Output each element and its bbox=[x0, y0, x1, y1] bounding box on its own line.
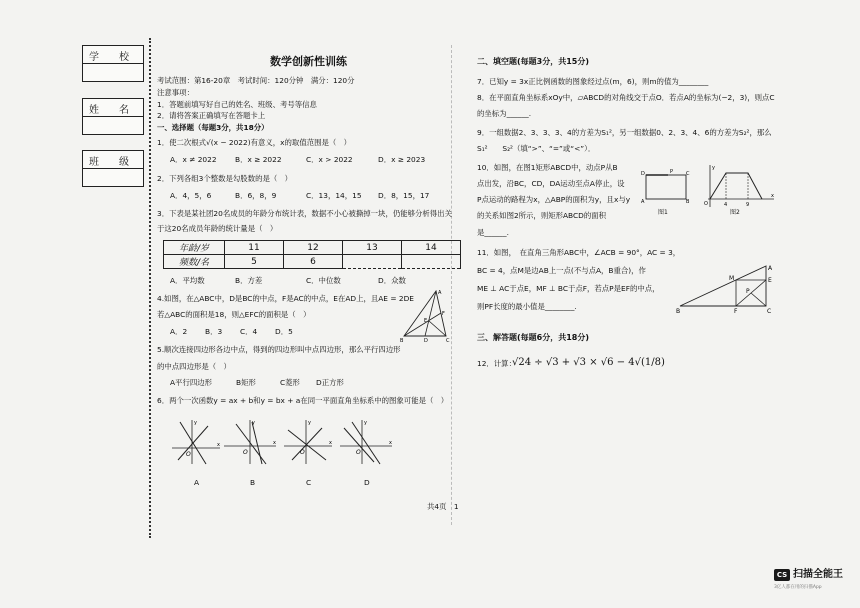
q3-stem-2: 于这20名成员年龄的统计量是（ ） bbox=[157, 224, 278, 233]
svg-text:B: B bbox=[676, 308, 681, 314]
q11: 11．如图， 在直角三角形ABC中，∠ACB = 90°，AC = 3， bbox=[477, 248, 681, 257]
q3-option-d: D．众数 bbox=[378, 276, 406, 285]
q10-b: 点出发，沿BC，CD，DA运动至点A停止，设 bbox=[477, 179, 625, 188]
svg-text:C: C bbox=[686, 171, 690, 177]
svg-text:y: y bbox=[712, 165, 715, 171]
q4-option-d: D．5 bbox=[275, 327, 293, 336]
svg-text:P: P bbox=[670, 169, 674, 175]
svg-text:E: E bbox=[424, 318, 428, 324]
cs-logo-icon: CS bbox=[774, 569, 790, 581]
q5-stem: 5.顺次连接四边形各边中点，得到的四边形叫中点四边形，那么平行四边形 bbox=[157, 345, 401, 354]
section-3-title: 三、解答题(每题6分，共18分) bbox=[477, 333, 590, 342]
table-cell: 11 bbox=[225, 241, 284, 255]
q1-option-a: A．x ≠ 2022 bbox=[170, 155, 217, 164]
name-box bbox=[82, 98, 144, 135]
q4-option-a: A．2 bbox=[170, 327, 188, 336]
svg-text:O: O bbox=[300, 449, 305, 456]
q12-prefix: 12．计算： bbox=[477, 359, 516, 368]
q10-d: 的关系如图2所示，则矩形ABCD的面积 bbox=[477, 211, 607, 220]
svg-text:x: x bbox=[217, 442, 220, 448]
svg-text:F: F bbox=[734, 308, 738, 314]
q1-option-b: B．x ≥ 2022 bbox=[235, 155, 282, 164]
q2-option-c: C．13，14，15 bbox=[306, 191, 362, 200]
svg-text:D: D bbox=[641, 171, 645, 177]
q11-d: 则PF长度的最小值是________. bbox=[477, 302, 577, 311]
q11-c: ME ⊥ AC于点E，MF ⊥ BC于点F，若点P是EF的中点， bbox=[477, 284, 660, 293]
svg-text:O: O bbox=[356, 449, 361, 456]
watermark-brand: 扫描全能王 bbox=[793, 569, 843, 580]
table-row bbox=[164, 241, 461, 255]
column-divider bbox=[451, 45, 452, 525]
q4-option-c: C．4 bbox=[240, 327, 258, 336]
q2-option-a: A．4，5，6 bbox=[170, 191, 212, 200]
q6-graph-a bbox=[170, 418, 224, 466]
q5-option-c: C菱形 bbox=[280, 378, 300, 387]
svg-text:y: y bbox=[364, 420, 367, 426]
svg-text:O: O bbox=[186, 451, 191, 458]
q8: 8．在平面直角坐标系xOy中，▱ABCD的对角线交于点O．若点A的坐标为(−2，3)，则点C bbox=[477, 93, 775, 102]
q7: 7．已知y = 3x正比例函数的图象经过点(m，6)，则m的值为________ bbox=[477, 77, 709, 86]
table-cell: 6 bbox=[284, 255, 343, 269]
q6-label-d: D bbox=[364, 478, 370, 487]
q4-triangle-figure bbox=[400, 288, 450, 344]
svg-text:x: x bbox=[329, 440, 332, 446]
class-box bbox=[82, 150, 144, 187]
q1-stem: 1．使二次根式√(x − 2022)有意义，x的取值范围是（ ） bbox=[157, 138, 352, 147]
svg-text:9: 9 bbox=[746, 202, 750, 208]
svg-text:D: D bbox=[424, 338, 428, 344]
q5-stem-2: 的中点四边形是（ ） bbox=[157, 362, 231, 371]
svg-text:x: x bbox=[771, 193, 774, 199]
school-box bbox=[82, 45, 144, 82]
notes-title: 注意事项： bbox=[157, 88, 194, 97]
svg-text:y: y bbox=[308, 420, 311, 426]
watermark-tagline: 3亿人都在用的扫描App bbox=[774, 585, 822, 590]
q10-figure-1 bbox=[640, 165, 692, 207]
svg-text:O: O bbox=[704, 201, 708, 207]
q2-option-b: B．6，8，9 bbox=[235, 191, 277, 200]
q11-b: BC = 4，点M是边AB上一点(不与点A，B重合)，作 bbox=[477, 266, 646, 275]
fig2-label: 图2 bbox=[730, 209, 740, 216]
svg-text:y: y bbox=[194, 420, 197, 426]
torn-cell bbox=[402, 255, 461, 269]
q6-graph-b bbox=[222, 418, 280, 466]
q5-option-d: D正方形 bbox=[316, 378, 344, 387]
q10-figure-2 bbox=[700, 163, 776, 209]
table-cell: 5 bbox=[225, 255, 284, 269]
svg-text:B: B bbox=[686, 199, 690, 205]
name-label: 姓 名 bbox=[89, 105, 129, 116]
q2-stem: 2．下列各组3个整数是勾股数的是（ ） bbox=[157, 174, 293, 183]
q11-triangle-figure bbox=[676, 262, 780, 314]
table-cell: 13 bbox=[343, 241, 402, 255]
svg-text:A: A bbox=[768, 265, 773, 272]
q6-graph-d bbox=[338, 418, 396, 466]
svg-text:E: E bbox=[768, 277, 772, 284]
binding-line bbox=[149, 38, 151, 538]
note-1: 1．答题前填写好自己的姓名、班级、考号等信息 bbox=[157, 100, 317, 109]
table-cell: 14 bbox=[402, 241, 461, 255]
svg-text:M: M bbox=[729, 275, 735, 282]
q6-graph-c bbox=[282, 418, 336, 466]
q3-option-a: A．平均数 bbox=[170, 276, 205, 285]
age-table bbox=[163, 240, 461, 269]
svg-text:4: 4 bbox=[724, 202, 728, 208]
page-title: 数学创新性训练 bbox=[270, 55, 347, 68]
q6-stem: 6．两个一次函数y = ax + b和y = bx + a在同一平面直角坐标系中的图象可能是（ ） bbox=[157, 396, 449, 405]
q10-e: 是______. bbox=[477, 228, 509, 237]
svg-text:P: P bbox=[746, 288, 750, 295]
table-cell: 频数/名 bbox=[164, 255, 225, 269]
q8-b: 的坐标为______. bbox=[477, 109, 532, 118]
q6-label-b: B bbox=[250, 478, 256, 487]
q10: 10．如图，在图1矩形ABCD中，动点P从B bbox=[477, 163, 618, 172]
note-2: 2．请将答案正确填写在答题卡上 bbox=[157, 111, 266, 120]
q9-b: S₁² S₂²（填“>”、“=”或“<”）． bbox=[477, 144, 596, 153]
table-cell: 12 bbox=[284, 241, 343, 255]
q4-stem-2: 若△ABC的面积是18，则△EFC的面积是（ ） bbox=[157, 310, 311, 319]
q9: 9．一组数据2、3、3、3、4的方差为S₁²，另一组数据0、2、3、4、6的方差为S₂²，那么 bbox=[477, 128, 772, 137]
table-cell: 年龄/岁 bbox=[164, 241, 225, 255]
q3-option-c: C．中位数 bbox=[306, 276, 341, 285]
exam-info: 考试范围：第16-20章 考试时间：120分钟 满分：120分 bbox=[157, 76, 355, 85]
svg-text:B: B bbox=[400, 338, 404, 344]
section-2-title: 二、填空题(每题3分，共15分) bbox=[477, 57, 590, 66]
q3-option-b: B．方差 bbox=[235, 276, 263, 285]
q4-option-b: B．3 bbox=[205, 327, 223, 336]
svg-text:x: x bbox=[273, 440, 276, 446]
fig1-label: 图1 bbox=[658, 209, 668, 216]
table-row bbox=[164, 255, 461, 269]
class-label: 班 级 bbox=[89, 157, 129, 168]
svg-text:y: y bbox=[252, 420, 255, 426]
q3-stem: 3．下表是某社团20名成员的年龄分布统计表，数据不小心被撕掉一块，仍能够分析得出关 bbox=[157, 209, 452, 218]
q6-label-c: C bbox=[306, 478, 312, 487]
svg-text:F: F bbox=[442, 311, 445, 317]
svg-text:A: A bbox=[438, 290, 442, 296]
page-number: 共4页 1 bbox=[427, 502, 459, 511]
q1-option-d: D．x ≥ 2023 bbox=[378, 155, 426, 164]
q2-option-d: D．8，15，17 bbox=[378, 191, 430, 200]
school-label: 学 校 bbox=[89, 52, 129, 63]
q1-option-c: C．x > 2022 bbox=[306, 155, 353, 164]
svg-text:C: C bbox=[767, 308, 772, 314]
q10-c: P点运动的路程为x，△ABP的面积为y，且x与y bbox=[477, 195, 631, 204]
svg-text:A: A bbox=[641, 199, 645, 205]
q5-option-b: B矩形 bbox=[236, 378, 256, 387]
svg-text:O: O bbox=[243, 449, 248, 456]
svg-text:C: C bbox=[446, 338, 450, 344]
svg-text:x: x bbox=[389, 440, 392, 446]
q12-expression: √24 ÷ √3 + √3 × √6 − 4√(1/8) bbox=[512, 357, 665, 368]
torn-cell bbox=[343, 255, 402, 269]
q6-label-a: A bbox=[194, 478, 200, 487]
q5-option-a: A平行四边形 bbox=[170, 378, 213, 387]
q4-stem: 4.如图，在△ABC中，D是BC的中点，F是AC的中点，E在AD上，且AE = 2DE bbox=[157, 294, 414, 303]
section-1-title: 一、选择题（每题3分，共18分） bbox=[157, 123, 269, 132]
